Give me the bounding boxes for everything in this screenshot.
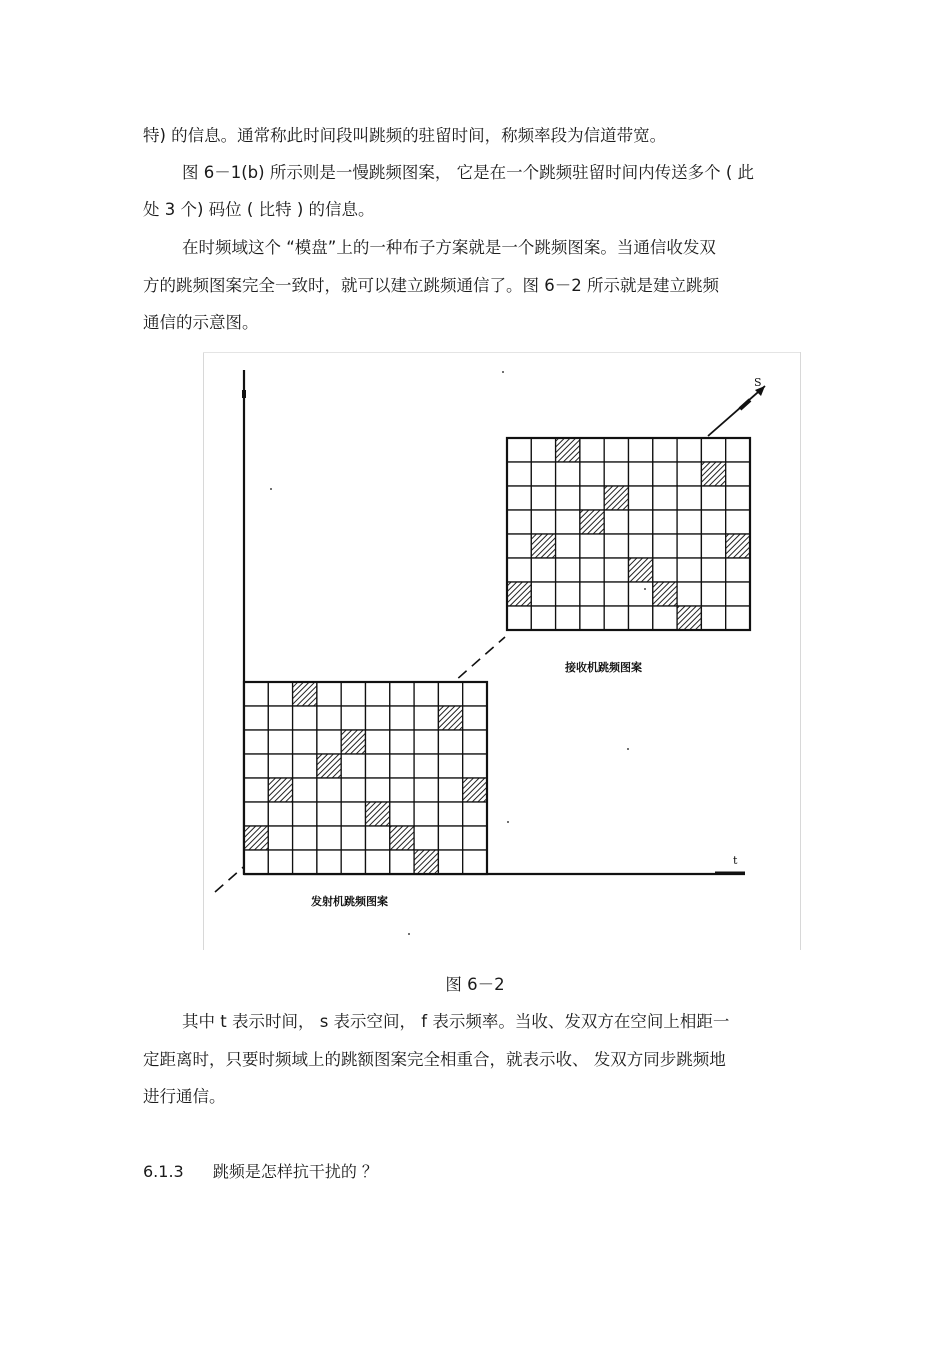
hop-cell-hatched — [726, 534, 750, 558]
grid-cell — [317, 850, 341, 874]
grid-cell — [701, 438, 725, 462]
grid-cell — [244, 682, 268, 706]
grid-cell — [268, 826, 292, 850]
grid-cell — [604, 510, 628, 534]
grid-cell — [604, 558, 628, 582]
grid-cell — [438, 682, 462, 706]
grid-cell — [604, 582, 628, 606]
grid-cell — [604, 462, 628, 486]
grid-cell — [726, 606, 750, 630]
grid-cell — [531, 606, 555, 630]
hop-cell-hatched — [317, 754, 341, 778]
transmitter-label: 发射机跳频图案 — [311, 895, 388, 908]
paragraph-line: 方的跳频图案完全一致时，就可以建立跳频通信了。图 6－2 所示就是建立跳频 — [143, 276, 719, 295]
grid-cell — [653, 510, 677, 534]
transmitter-grid — [244, 682, 487, 874]
grid-cell — [244, 754, 268, 778]
section-heading — [143, 1162, 378, 1182]
hop-cell-hatched — [531, 534, 555, 558]
grid-cell — [341, 706, 365, 730]
scan-speck — [507, 821, 509, 823]
grid-cell — [366, 706, 390, 730]
grid-cell — [507, 486, 531, 510]
hop-cell-hatched — [268, 778, 292, 802]
grid-cell — [293, 730, 317, 754]
grid-cell — [580, 534, 604, 558]
grid-cell — [531, 582, 555, 606]
grid-cell — [580, 438, 604, 462]
grid-cell — [701, 486, 725, 510]
grid-cell — [414, 826, 438, 850]
figure-frequency-hopping — [203, 352, 801, 950]
t-axis-label: t — [733, 854, 738, 867]
grid-cell — [507, 558, 531, 582]
hop-cell-hatched — [341, 730, 365, 754]
grid-cell — [604, 534, 628, 558]
grid-cell — [366, 682, 390, 706]
grid-cell — [244, 706, 268, 730]
grid-cell — [438, 754, 462, 778]
grid-cell — [701, 558, 725, 582]
grid-cell — [507, 462, 531, 486]
grid-cell — [701, 606, 725, 630]
grid-cell — [244, 730, 268, 754]
grid-cell — [293, 826, 317, 850]
grid-cell — [390, 730, 414, 754]
grid-cell — [341, 682, 365, 706]
grid-cell — [317, 706, 341, 730]
grid-cell — [293, 778, 317, 802]
grid-cell — [390, 754, 414, 778]
grid-cell — [317, 730, 341, 754]
grid-cell — [677, 558, 701, 582]
grid-cell — [677, 438, 701, 462]
grid-cell — [438, 826, 462, 850]
hop-cell-hatched — [463, 778, 487, 802]
grid-cell — [726, 582, 750, 606]
grid-cell — [629, 438, 653, 462]
hop-cell-hatched — [629, 558, 653, 582]
grid-cell — [268, 706, 292, 730]
grid-cell — [438, 730, 462, 754]
scan-speck — [502, 371, 504, 373]
section-number: 6.1.3 — [143, 1162, 184, 1181]
grid-cell — [463, 730, 487, 754]
grid-cell — [293, 850, 317, 874]
grid-cell — [463, 682, 487, 706]
grid-cell — [463, 826, 487, 850]
grid-cell — [293, 706, 317, 730]
grid-cell — [463, 850, 487, 874]
hop-cell-hatched — [438, 706, 462, 730]
hop-cell-hatched — [677, 606, 701, 630]
grid-cell — [604, 438, 628, 462]
vertical-axis-tick — [242, 390, 246, 398]
grid-cell — [580, 582, 604, 606]
grid-cell — [317, 682, 341, 706]
scan-speck — [627, 748, 629, 750]
grid-cell — [341, 850, 365, 874]
grid-cell — [390, 850, 414, 874]
grid-cell — [653, 534, 677, 558]
grid-cell — [366, 850, 390, 874]
grid-cell — [390, 682, 414, 706]
grid-cell — [531, 510, 555, 534]
hop-cell-hatched — [244, 826, 268, 850]
hop-cell-hatched — [366, 802, 390, 826]
grid-cell — [629, 510, 653, 534]
grid-cell — [244, 778, 268, 802]
grid-cell — [390, 778, 414, 802]
paragraph-line: 处 3 个) 码位 ( 比特 ) 的信息。 — [143, 200, 375, 219]
grid-cell — [556, 558, 580, 582]
hop-cell-hatched — [556, 438, 580, 462]
grid-cell — [677, 582, 701, 606]
grid-cell — [531, 438, 555, 462]
grid-cell — [414, 682, 438, 706]
grid-cell — [463, 754, 487, 778]
grid-cell — [677, 510, 701, 534]
grid-cell — [341, 778, 365, 802]
scan-speck — [408, 933, 410, 935]
grid-cell — [556, 486, 580, 510]
grid-cell — [653, 486, 677, 510]
grid-cell — [317, 802, 341, 826]
grid-cell — [726, 486, 750, 510]
grid-cell — [414, 802, 438, 826]
paragraph-line: 定距离时，只要时频域上的跳额图案完全相重合，就表示收、 发双方同步跳频地 — [143, 1050, 726, 1069]
grid-cell — [726, 462, 750, 486]
figure-caption: 图 6－2 — [445, 975, 505, 994]
grid-cell — [463, 706, 487, 730]
grid-cell — [556, 534, 580, 558]
grid-cell — [629, 462, 653, 486]
grid-cell — [438, 850, 462, 874]
grid-cell — [677, 486, 701, 510]
grid-cell — [507, 438, 531, 462]
grid-cell — [531, 462, 555, 486]
grid-cell — [463, 802, 487, 826]
grid-cell — [726, 558, 750, 582]
grid-cell — [341, 754, 365, 778]
grid-cell — [531, 486, 555, 510]
s-axis-label: S — [754, 376, 762, 389]
grid-cell — [653, 438, 677, 462]
grid-cell — [438, 778, 462, 802]
grid-cell — [604, 606, 628, 630]
grid-cell — [507, 534, 531, 558]
grid-cell — [390, 802, 414, 826]
paragraph-line: 图 6－1(b) 所示则是一慢跳频图案， 它是在一个跳频驻留时间内传送多个 ( 此 — [182, 163, 755, 182]
scan-speck — [270, 488, 272, 490]
hop-cell-hatched — [390, 826, 414, 850]
grid-cell — [556, 510, 580, 534]
grid-cell — [653, 462, 677, 486]
grid-cell — [293, 802, 317, 826]
paragraph-line: 通信的示意图。 — [143, 313, 259, 332]
grid-cell — [317, 826, 341, 850]
grid-cell — [556, 462, 580, 486]
grid-cell — [414, 778, 438, 802]
hop-cell-hatched — [701, 462, 725, 486]
paragraph-line: 其中 t 表示时间， s 表示空间， f 表示频率。当收、发双方在空间上相距一 — [182, 1012, 730, 1031]
grid-cell — [341, 802, 365, 826]
grid-cell — [629, 486, 653, 510]
hop-cell-hatched — [414, 850, 438, 874]
grid-cell — [701, 510, 725, 534]
grid-cell — [556, 582, 580, 606]
grid-cell — [701, 582, 725, 606]
hop-cell-hatched — [293, 682, 317, 706]
grid-cell — [629, 582, 653, 606]
receiver-grid — [507, 438, 750, 630]
grid-cell — [414, 706, 438, 730]
grid-cell — [726, 510, 750, 534]
grid-cell — [677, 462, 701, 486]
grid-cell — [580, 606, 604, 630]
grid-cell — [366, 754, 390, 778]
grid-cell — [244, 802, 268, 826]
grid-cell — [268, 850, 292, 874]
grid-cell — [677, 534, 701, 558]
grid-cell — [268, 730, 292, 754]
hop-cell-hatched — [507, 582, 531, 606]
s-axis-marker — [740, 400, 750, 409]
hop-cell-hatched — [604, 486, 628, 510]
grid-cell — [629, 606, 653, 630]
grid-cell — [244, 850, 268, 874]
grid-cell — [317, 778, 341, 802]
hop-cell-hatched — [580, 510, 604, 534]
grid-cell — [366, 826, 390, 850]
paragraph-line: 进行通信。 — [143, 1087, 226, 1106]
grid-cell — [556, 606, 580, 630]
scan-speck — [644, 588, 646, 590]
grid-cell — [268, 754, 292, 778]
figure-canvas — [203, 352, 801, 950]
grid-cell — [701, 534, 725, 558]
hop-cell-hatched — [653, 582, 677, 606]
grid-cell — [726, 438, 750, 462]
grid-cell — [580, 486, 604, 510]
grid-cell — [268, 802, 292, 826]
s-axis-solid — [708, 386, 765, 436]
grid-cell — [629, 534, 653, 558]
grid-cell — [653, 558, 677, 582]
grid-cell — [580, 558, 604, 582]
grid-cell — [414, 730, 438, 754]
grid-cell — [366, 730, 390, 754]
grid-cell — [531, 558, 555, 582]
grid-cell — [414, 754, 438, 778]
receiver-label: 接收机跳频图案 — [565, 661, 642, 674]
paragraph-line: 特) 的信息。通常称此时间段叫跳频的驻留时间，称频率段为信道带宽。 — [143, 126, 667, 145]
grid-cell — [366, 778, 390, 802]
grid-cell — [390, 706, 414, 730]
section-title: 跳频是怎样抗干扰的 ？ — [212, 1162, 378, 1181]
grid-cell — [653, 606, 677, 630]
grid-cell — [268, 682, 292, 706]
grid-cell — [507, 510, 531, 534]
grid-cell — [293, 754, 317, 778]
grid-cell — [341, 826, 365, 850]
grid-cell — [507, 606, 531, 630]
grid-cell — [438, 802, 462, 826]
grid-cell — [580, 462, 604, 486]
paragraph-line: 在时频域这个 “模盘”上的一种布子方案就是一个跳频图案。当通信收发双 — [182, 238, 716, 257]
